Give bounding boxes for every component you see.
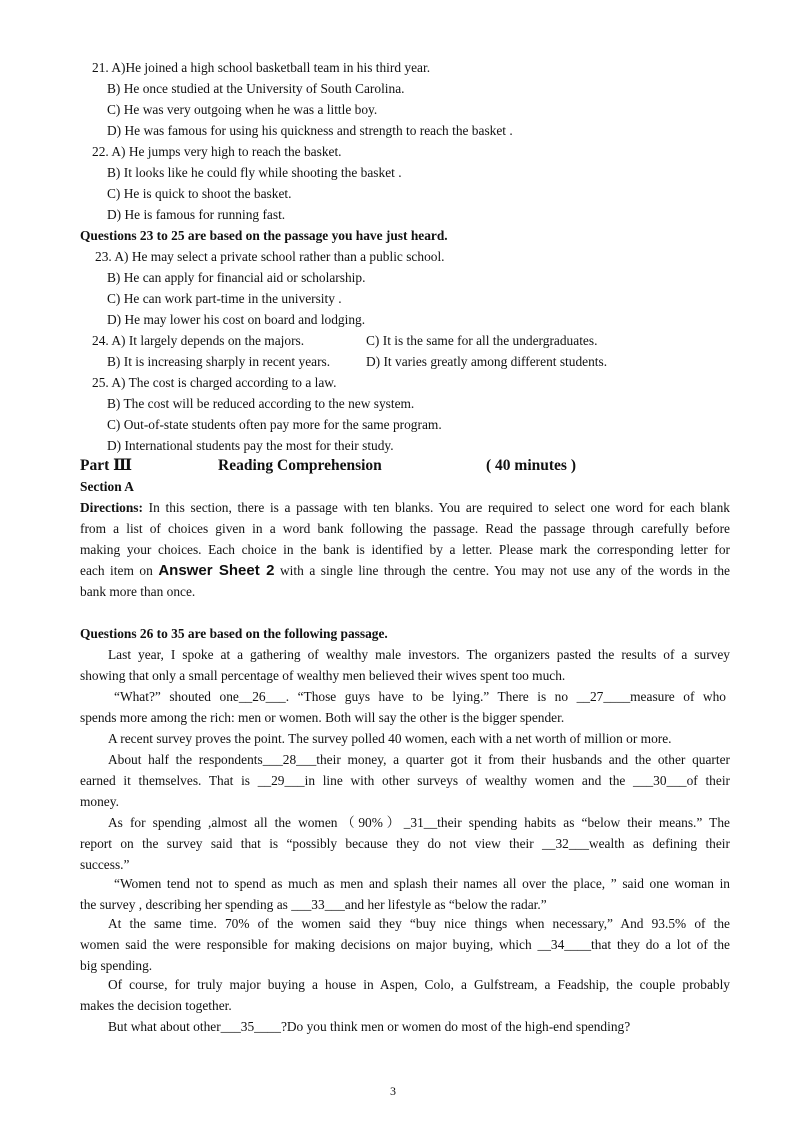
q22-option-c: C) He is quick to shoot the basket. xyxy=(107,186,292,201)
passage-line: the survey , describing her spending as ___33___and her lifestyle as “below the radar.” xyxy=(80,897,547,912)
q22-option-a: 22. A) He jumps very high to reach the basket. xyxy=(92,144,342,159)
passage-line: At the same time. 70% of the women said they “buy nice things when necessary,” And 93.5% of the xyxy=(108,916,730,931)
directions-line-1: Directions: In this section, there is a passage with ten blanks. You are required to select one word for each blank xyxy=(80,500,730,515)
directions-label: Directions: xyxy=(80,500,143,515)
passage-line: spends more among the rich: men or women. Both will say the other is the bigger spender. xyxy=(80,710,565,725)
passage-line: money. xyxy=(80,794,119,809)
q25-option-d: D) International students pay the most for their study. xyxy=(107,438,394,453)
passage-line: makes the decision together. xyxy=(80,998,232,1013)
passage-line: Last year, I spoke at a gathering of wealthy male investors. The organizers pasted the results of a survey xyxy=(108,647,730,662)
passage-line: Of course, for truly major buying a house in Aspen, Colo, a Gulfstream, a Feadship, the couple probably xyxy=(108,977,730,992)
q23-option-d: D) He may lower his cost on board and lodging. xyxy=(107,312,366,327)
passage-line: “Women tend not to spend as much as men and splash their names all over the place, ” said one woman in xyxy=(114,876,730,891)
q24-option-c: C) It is the same for all the undergraduates. xyxy=(366,333,598,348)
questions-26-35-heading: Questions 26 to 35 are based on the following passage. xyxy=(80,626,388,641)
passage-line: success.” xyxy=(80,857,130,872)
directions-line-3: making your choices. Each choice in the bank is identified by a letter. Please mark the corresponding letter for xyxy=(80,542,730,557)
passage-line: women said the were responsible for making decisions on major buying, which __34____that they do a lot of the xyxy=(80,937,730,952)
passage-line: About half the respondents___28___their money, a quarter got it from their husbands and the other quarter xyxy=(108,752,730,767)
passage-line: But what about other___35____?Do you think men or women do most of the high-end spending? xyxy=(108,1019,631,1034)
passage-line: earned it themselves. That is __29___in line with other surveys of wealthy women and the ___30___of their xyxy=(80,773,730,788)
q25-option-b: B) The cost will be reduced according to the new system. xyxy=(107,396,415,411)
q24-option-b: B) It is increasing sharply in recent years. xyxy=(107,354,331,369)
directions-line-5: bank more than once. xyxy=(80,584,196,599)
part-label: Part Ⅲ xyxy=(80,457,133,474)
directions-line-2: from a list of choices given in a word bank following the passage. Read the passage through carefully before xyxy=(80,521,730,536)
directions-line-4: each item on Answer Sheet 2 with a single line through the centre. You may not use any of the words in the xyxy=(80,562,730,579)
passage-line: report on the survey said that is “possibly because they do not view their __32___wealth as defining their xyxy=(80,836,730,851)
answer-sheet-label: Answer Sheet 2 xyxy=(158,562,275,579)
q24-option-d: D) It varies greatly among different students. xyxy=(366,354,608,369)
q22-option-b: B) It looks like he could fly while shooting the basket . xyxy=(107,165,402,180)
passage-line: big spending. xyxy=(80,958,153,973)
q24-option-a: 24. A) It largely depends on the majors. xyxy=(92,333,305,348)
part-time: ( 40 minutes ) xyxy=(486,457,576,474)
page-number: 3 xyxy=(390,1084,396,1098)
passage-line: A recent survey proves the point. The survey polled 40 women, each with a net worth of million or more. xyxy=(108,731,672,746)
q21-option-c: C) He was very outgoing when he was a little boy. xyxy=(107,102,378,117)
q21-option-d: D) He was famous for using his quickness and strength to reach the basket . xyxy=(107,123,513,138)
q25-option-a: 25. A) The cost is charged according to a law. xyxy=(92,375,337,390)
passage-line: “What?” shouted one__26___. “Those guys have to be lying.” There is no __27____measure of who xyxy=(114,689,726,704)
questions-23-25-heading: Questions 23 to 25 are based on the passage you have just heard. xyxy=(80,228,448,243)
q21-option-a: 21. A)He joined a high school basketball team in his third year. xyxy=(92,60,431,75)
q21-option-b: B) He once studied at the University of South Carolina. xyxy=(107,81,405,96)
q23-option-a: 23. A) He may select a private school rather than a public school. xyxy=(95,249,445,264)
q23-option-c: C) He can work part-time in the university . xyxy=(107,291,342,306)
passage-line: showing that only a small percentage of wealthy men believed their wives spent too much. xyxy=(80,668,566,683)
q25-option-c: C) Out-of-state students often pay more for the same program. xyxy=(107,417,442,432)
passage-line: As for spending ,almost all the women（90%）_31__their spending habits as “below their means.” The xyxy=(108,815,730,830)
section-a-heading: Section A xyxy=(80,479,134,494)
part-title: Reading Comprehension xyxy=(218,457,382,474)
q23-option-b: B) He can apply for financial aid or scholarship. xyxy=(107,270,366,285)
q22-option-d: D) He is famous for running fast. xyxy=(107,207,286,222)
